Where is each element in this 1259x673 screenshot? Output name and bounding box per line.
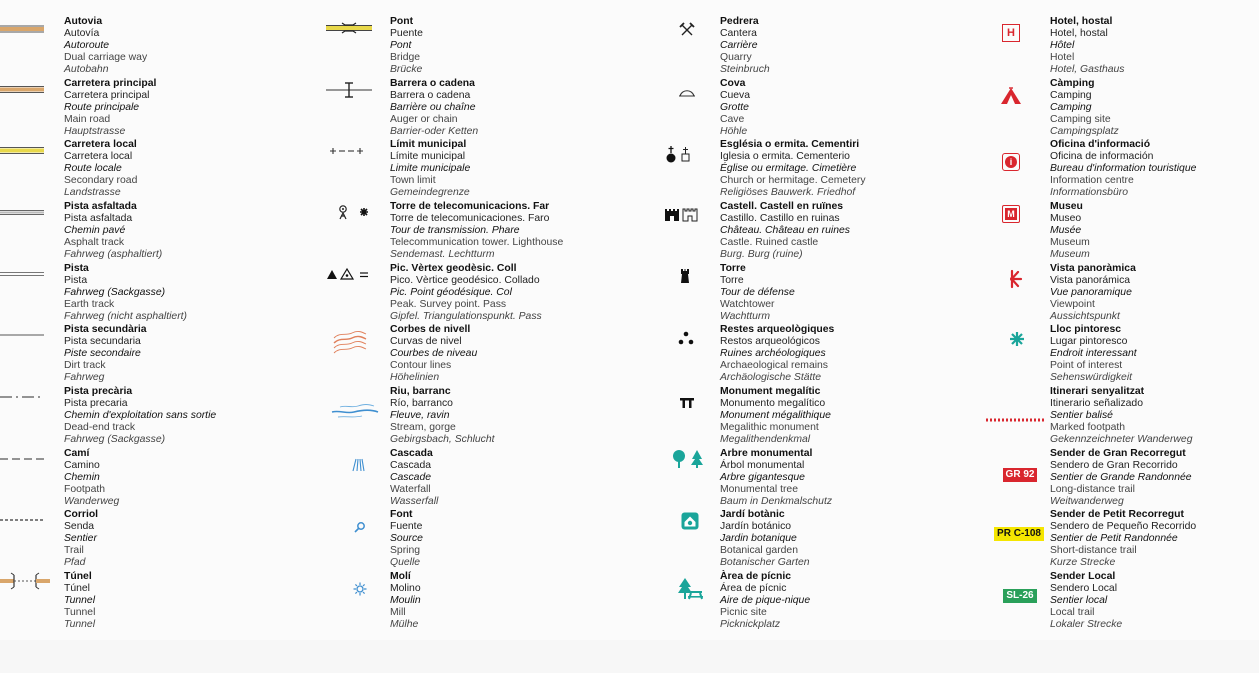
legend-label-german: Aussichtspunkt [1050, 311, 1120, 323]
legend-label-spanish: Túnel [64, 583, 90, 595]
legend-label-french: Arbre gigantesque [720, 472, 805, 484]
legend-label-french: Tunnel [64, 595, 95, 607]
legend-label-german: Informationsbüro [1050, 187, 1128, 199]
legend-label-catalan: Corbes de nivell [390, 324, 471, 335]
hotel-icon-letter: H [1007, 27, 1015, 39]
legend-label-german: Höhelinien [390, 372, 440, 384]
legend-label-spanish: Cantera [720, 28, 757, 40]
tower-icon [678, 267, 692, 285]
legend-label-spanish: Itinerario señalizado [1050, 398, 1143, 410]
legend-label-catalan: Oficina d'informació [1050, 139, 1151, 150]
legend-label-german: Sendemast. Lechtturm [390, 249, 495, 261]
legend-label-english: Town limit [390, 175, 436, 187]
church-cemetery-icon [664, 143, 694, 165]
legend-label-catalan: Torre de telecomunicacions. Far [390, 201, 550, 212]
legend-label-french: Chemin pavé [64, 225, 126, 237]
legend-label-spanish: Camino [64, 460, 100, 472]
legend-label-german: Gebirgsbach, Schlucht [390, 434, 495, 446]
legend-label-english: Earth track [64, 299, 115, 311]
legend-label-english: Botanical garden [720, 545, 798, 557]
legend-label-german: Fahrweg (nicht asphaltiert) [64, 311, 188, 323]
legend-label-catalan: Hotel, hostal [1050, 16, 1113, 27]
legend-label-english: Dual carriage way [64, 52, 148, 64]
legend-label-english: Viewpoint [1050, 299, 1095, 311]
legend-label-german: Lokaler Strecke [1050, 619, 1123, 631]
legend-label-german: Archäologische Stätte [720, 372, 822, 384]
legend-label-english: Hotel [1050, 52, 1075, 64]
legend-label-catalan: Font [390, 509, 413, 520]
legend-label-french: Sentier [64, 533, 97, 545]
legend-label-spanish: Límite municipal [390, 151, 466, 163]
legend-label-english: Asphalt track [64, 237, 125, 249]
legend-label-catalan: Molí [390, 571, 411, 582]
spring-icon [352, 519, 368, 535]
legend-label-english: Quarry [720, 52, 752, 64]
legend-label-spanish: Monumento megalítico [720, 398, 826, 410]
legend-label-catalan: Túnel [64, 571, 92, 582]
legend-label-english: Long-distance trail [1050, 484, 1135, 496]
legend-label-spanish: Senda [64, 521, 95, 533]
legend-label-catalan: Monument megalític [720, 386, 821, 397]
legend-label-catalan: Pont [390, 16, 414, 27]
legend-label-spanish: Castillo. Castillo en ruinas [720, 213, 840, 225]
legend-label-catalan: Barrera o cadena [390, 78, 475, 89]
legend-label-french: Fleuve, ravin [390, 410, 450, 422]
info-letter: i [1005, 156, 1017, 168]
legend-label-spanish: Jardín botánico [720, 521, 792, 533]
legend-label-catalan: Carretera principal [64, 78, 157, 89]
legend-label-english: Picnic site [720, 607, 767, 619]
legend-label-spanish: Río, barranco [390, 398, 453, 410]
legend-label-german: Brücke [390, 64, 423, 76]
legend-label-spanish: Pista secundaria [64, 336, 141, 348]
legend-label-catalan: Pedrera [720, 16, 759, 27]
legend-label-german: Pfad [64, 557, 86, 569]
legend-label-german: Quelle [390, 557, 421, 569]
legend-label-english: Main road [64, 114, 111, 126]
legend-label-english: Tunnel [64, 607, 96, 619]
legend-label-english: Archaeological remains [720, 360, 829, 372]
legend-label-english: Auger or chain [390, 114, 458, 126]
legend-label-spanish: Carretera principal [64, 90, 150, 102]
legend-label-german: Campingsplatz [1050, 126, 1119, 138]
legend-label-french: Chemin d'exploitation sans sortie [64, 410, 217, 422]
legend-label-german: Wanderweg [64, 496, 120, 508]
legend-label-french: Autoroute [64, 40, 110, 52]
barrier-icon [326, 80, 372, 100]
legend-label-german: Gekennzeichneter Wanderweg [1050, 434, 1193, 446]
legend-label-french: Cascade [390, 472, 432, 484]
legend-label-german: Höhle [720, 126, 748, 138]
legend-label-french: Courbes de niveau [390, 348, 478, 360]
legend-label-english: Trail [64, 545, 84, 557]
legend-label-english: Cave [720, 114, 745, 126]
legend-label-catalan: Autovia [64, 16, 103, 27]
legend-label-german: Gemeindegrenze [390, 187, 470, 199]
legend-label-french: Jardin botanique [720, 533, 797, 545]
legend-label-english: Contour lines [390, 360, 452, 372]
legend-label-spanish: Hotel, hostal [1050, 28, 1108, 40]
point-of-interest-icon [1008, 330, 1026, 348]
legend-label-english: Camping site [1050, 114, 1111, 126]
legend-label-german: Hotel, Gasthaus [1050, 64, 1125, 76]
legend-label-spanish: Torre [720, 275, 744, 287]
footpath-line-icon [0, 452, 44, 466]
legend-label-catalan: Vista panoràmica [1050, 263, 1136, 274]
legend-label-spanish: Molino [390, 583, 421, 595]
legend-label-german: Landstrasse [64, 187, 121, 199]
legend-label-spanish: Oficina de información [1050, 151, 1154, 163]
legend-label-german: Mülhe [390, 619, 419, 631]
sl-badge-text: SL-26 [1003, 589, 1036, 603]
legend-label-spanish: Lugar pintoresco [1050, 336, 1128, 348]
legend-label-english: Point of interest [1050, 360, 1123, 372]
legend-label-spanish: Museo [1050, 213, 1082, 225]
legend-label-english: Information centre [1050, 175, 1134, 187]
legend-label-spanish: Fuente [390, 521, 423, 533]
mill-icon [352, 581, 368, 597]
legend-label-french: Route locale [64, 163, 122, 175]
legend-label-spanish: Cueva [720, 90, 751, 102]
legend-label-catalan: Pista [64, 263, 89, 274]
legend-label-spanish: Barrera o cadena [390, 90, 471, 102]
legend-label-german: Fahrweg (Sackgasse) [64, 434, 166, 446]
legend-label-french: Source [390, 533, 423, 545]
legend-label-spanish: Puente [390, 28, 423, 40]
tunnel-icon [0, 573, 50, 589]
legend-label-spanish: Cascada [390, 460, 432, 472]
legend-label-french: Tour de défense [720, 287, 795, 299]
main-road-line-icon [0, 82, 44, 96]
trail-line-icon [0, 513, 44, 527]
gr-badge-text: GR 92 [1003, 468, 1038, 482]
legend-label-catalan: Lloc pintoresc [1050, 324, 1122, 335]
legend-label-catalan: Pista precària [64, 386, 133, 397]
legend-label-english: Telecommunication tower. Lighthouse [390, 237, 564, 249]
legend-label-french: Hôtel [1050, 40, 1075, 52]
legend-label-english: Footpath [64, 484, 106, 496]
legend-label-french: Sentier de Grande Randonnée [1050, 472, 1192, 484]
legend-label-german: Kurze Strecke [1050, 557, 1116, 569]
peak-geodesic-pass-icon [326, 266, 372, 282]
legend-label-french: Sentier balisé [1050, 410, 1113, 422]
legend-label-english: Mill [390, 607, 406, 619]
legend-label-german: Baum in Denkmalschutz [720, 496, 833, 508]
legend-label-spanish: Pista precaria [64, 398, 128, 410]
legend-label-german: Botanischer Garten [720, 557, 810, 569]
asphalt-track-line-icon [0, 205, 44, 219]
legend-label-catalan: Càmping [1050, 78, 1095, 89]
legend-label-catalan: Restes arqueològiques [720, 324, 835, 335]
legend-label-spanish: Sendero de Gran Recorrido [1050, 460, 1178, 472]
legend-label-french: Chemin [64, 472, 100, 484]
legend-label-catalan: Museu [1050, 201, 1083, 212]
legend-label-catalan: Sender de Petit Recorregut [1050, 509, 1184, 520]
museum-letter: M [1005, 208, 1017, 220]
legend-label-french: Endroit interessant [1050, 348, 1137, 360]
legend-label-english: Megalithic monument [720, 422, 819, 434]
legend-label-catalan: Cascada [390, 448, 433, 459]
legend-label-spanish: Camping [1050, 90, 1092, 102]
legend-label-english: Watchtower [720, 299, 775, 311]
megalith-icon [678, 396, 696, 410]
legend-label-english: Dead-end track [64, 422, 136, 434]
legend-label-english: Castle. Ruined castle [720, 237, 819, 249]
legend-label-catalan: Riu, barranc [390, 386, 451, 397]
legend-label-german: Weitwanderweg [1050, 496, 1124, 508]
gr-trail-badge [1000, 468, 1040, 482]
viewpoint-icon [1004, 269, 1024, 289]
legend-label-catalan: Cova [720, 78, 746, 89]
legend-label-english: Bridge [390, 52, 421, 64]
legend-label-german: Barrier-oder Ketten [390, 126, 479, 138]
legend-label-spanish: Pista [64, 275, 88, 287]
legend-label-english: Stream, gorge [390, 422, 456, 434]
legend-label-german: Tunnel [64, 619, 95, 631]
legend-label-catalan: Corriol [64, 509, 99, 520]
legend-label-german: Sehenswürdigkeit [1050, 372, 1133, 384]
marked-footpath-line-icon [986, 416, 1044, 424]
legend-label-english: Marked footpath [1050, 422, 1126, 434]
legend-label-spanish: Pista asfaltada [64, 213, 133, 225]
legend-label-catalan: Àrea de pícnic [720, 571, 792, 582]
cave-icon [678, 86, 696, 100]
legend-label-spanish: Vista panorámica [1050, 275, 1131, 287]
legend-label-french: Fahrweg (Sackgasse) [64, 287, 166, 299]
legend-label-french: Vue panoramique [1050, 287, 1132, 299]
legend-label-catalan: Torre [720, 263, 746, 274]
hotel-icon [1002, 24, 1020, 42]
legend-label-french: Camping [1050, 102, 1092, 114]
legend-label-german: Fahrweg (asphaltiert) [64, 249, 163, 261]
legend-label-catalan: Sender Local [1050, 571, 1116, 582]
earth-track-line-icon [0, 267, 44, 281]
legend-label-spanish: Sendero de Pequeño Recorrido [1050, 521, 1197, 533]
legend-label-german: Wachtturm [720, 311, 771, 323]
pr-trail-badge [992, 527, 1046, 541]
waterfall-icon [348, 456, 368, 474]
legend-label-english: Short-distance trail [1050, 545, 1137, 557]
legend-label-english: Museum [1050, 237, 1090, 249]
legend-label-spanish: Carretera local [64, 151, 133, 163]
castle-icon [664, 205, 698, 223]
legend-label-german: Picknickplatz [720, 619, 781, 631]
motorway-line-icon [0, 22, 44, 36]
dead-end-track-line-icon [0, 390, 44, 404]
contour-lines-icon [332, 330, 368, 356]
legend-label-french: Limite municipale [390, 163, 471, 175]
archaeological-remains-icon [676, 330, 696, 346]
legend-label-catalan: Límit municipal [390, 139, 467, 150]
picnic-area-icon [676, 577, 704, 601]
legend-label-spanish: Árbol monumental [720, 460, 805, 472]
legend-label-spanish: Área de pícnic [720, 583, 787, 595]
tourist-information-icon [1002, 153, 1020, 171]
botanical-garden-icon [680, 511, 700, 531]
legend-label-catalan: Pic. Vèrtex geodèsic. Coll [390, 263, 517, 274]
legend-label-french: Musée [1050, 225, 1082, 237]
legend-label-french: Piste secondaire [64, 348, 141, 360]
legend-label-spanish: Restos arqueológicos [720, 336, 820, 348]
legend-label-english: Monumental tree [720, 484, 798, 496]
legend-label-french: Château. Château en ruines [720, 225, 850, 237]
legend-label-french: Barrière ou chaîne [390, 102, 476, 114]
sl-trail-badge [1000, 589, 1040, 603]
legend-label-french: Ruines archéologiques [720, 348, 826, 360]
legend-label-french: Monument mégalithique [720, 410, 831, 422]
municipal-boundary-icon [328, 145, 372, 157]
legend-label-catalan: Carretera local [64, 139, 137, 150]
legend-label-catalan: Sender de Gran Recorregut [1050, 448, 1186, 459]
legend-label-german: Museum [1050, 249, 1090, 261]
legend-label-english: Church or hermitage. Cemetery [720, 175, 866, 187]
museum-icon [1002, 205, 1020, 223]
legend-label-french: Route principale [64, 102, 140, 114]
legend-label-german: Wasserfall [390, 496, 439, 508]
legend-label-german: Burg. Burg (ruine) [720, 249, 803, 261]
legend-label-french: Grotte [720, 102, 749, 114]
legend-label-german: Steinbruch [720, 64, 770, 76]
legend-label-german: Fahrweg [64, 372, 105, 384]
legend-label-catalan: Pista asfaltada [64, 201, 137, 212]
legend-label-catalan: Església o ermita. Cementiri [720, 139, 860, 150]
legend-label-spanish: Iglesia o ermita. Cementerio [720, 151, 850, 163]
legend-label-catalan: Castell. Castell en ruïnes [720, 201, 844, 212]
legend-label-english: Dirt track [64, 360, 106, 372]
legend-label-catalan: Arbre monumental [720, 448, 813, 459]
legend-label-french: Carrière [720, 40, 758, 52]
legend-label-german: Gipfel. Triangulationspunkt. Pass [390, 311, 542, 323]
legend-label-french: Sentier local [1050, 595, 1108, 607]
legend-label-spanish: Pico. Vèrtice geodésico. Collado [390, 275, 540, 287]
legend-label-french: Sentier de Petit Randonnée [1050, 533, 1178, 545]
pr-badge-text: PR C-108 [994, 527, 1044, 541]
bridge-icon [326, 20, 372, 36]
legend-label-german: Religiöses Bauwerk. Friedhof [720, 187, 856, 199]
legend-label-spanish: Sendero Local [1050, 583, 1118, 595]
telecom-tower-lighthouse-icon [336, 203, 372, 221]
legend-label-french: Bureau d'information touristique [1050, 163, 1197, 175]
legend-label-german: Hauptstrasse [64, 126, 126, 138]
legend-label-french: Tour de transmission. Phare [390, 225, 520, 237]
legend-label-catalan: Pista secundària [64, 324, 147, 335]
river-icon [330, 400, 380, 422]
legend-label-english: Peak. Survey point. Pass [390, 299, 507, 311]
monumental-tree-icon [670, 448, 706, 470]
legend-label-catalan: Itinerari senyalitzat [1050, 386, 1145, 397]
legend-label-spanish: Curvas de nivel [390, 336, 462, 348]
legend-label-spanish: Autovía [64, 28, 100, 40]
legend-label-english: Spring [390, 545, 421, 557]
legend-label-catalan: Jardí botànic [720, 509, 785, 520]
quarry-icon [678, 22, 696, 38]
legend-label-english: Waterfall [390, 484, 431, 496]
dirt-track-line-icon [0, 328, 44, 342]
legend-label-english: Secondary road [64, 175, 138, 187]
legend-label-german: Megalithendenkmal [720, 434, 811, 446]
legend-label-french: Pic. Point géodésique. Col [390, 287, 512, 299]
legend-label-catalan: Camí [64, 448, 90, 459]
legend-label-german: Autobahn [64, 64, 109, 76]
legend-label-french: Église ou ermitage. Cimetière [720, 163, 857, 175]
legend-label-french: Pont [390, 40, 412, 52]
local-road-line-icon [0, 143, 44, 157]
legend-label-french: Moulin [390, 595, 421, 607]
legend-label-spanish: Torre de telecomunicaciones. Faro [390, 213, 550, 225]
legend-label-french: Aire de pique-nique [720, 595, 811, 607]
legend-label-english: Local trail [1050, 607, 1095, 619]
camping-icon [1000, 86, 1022, 106]
